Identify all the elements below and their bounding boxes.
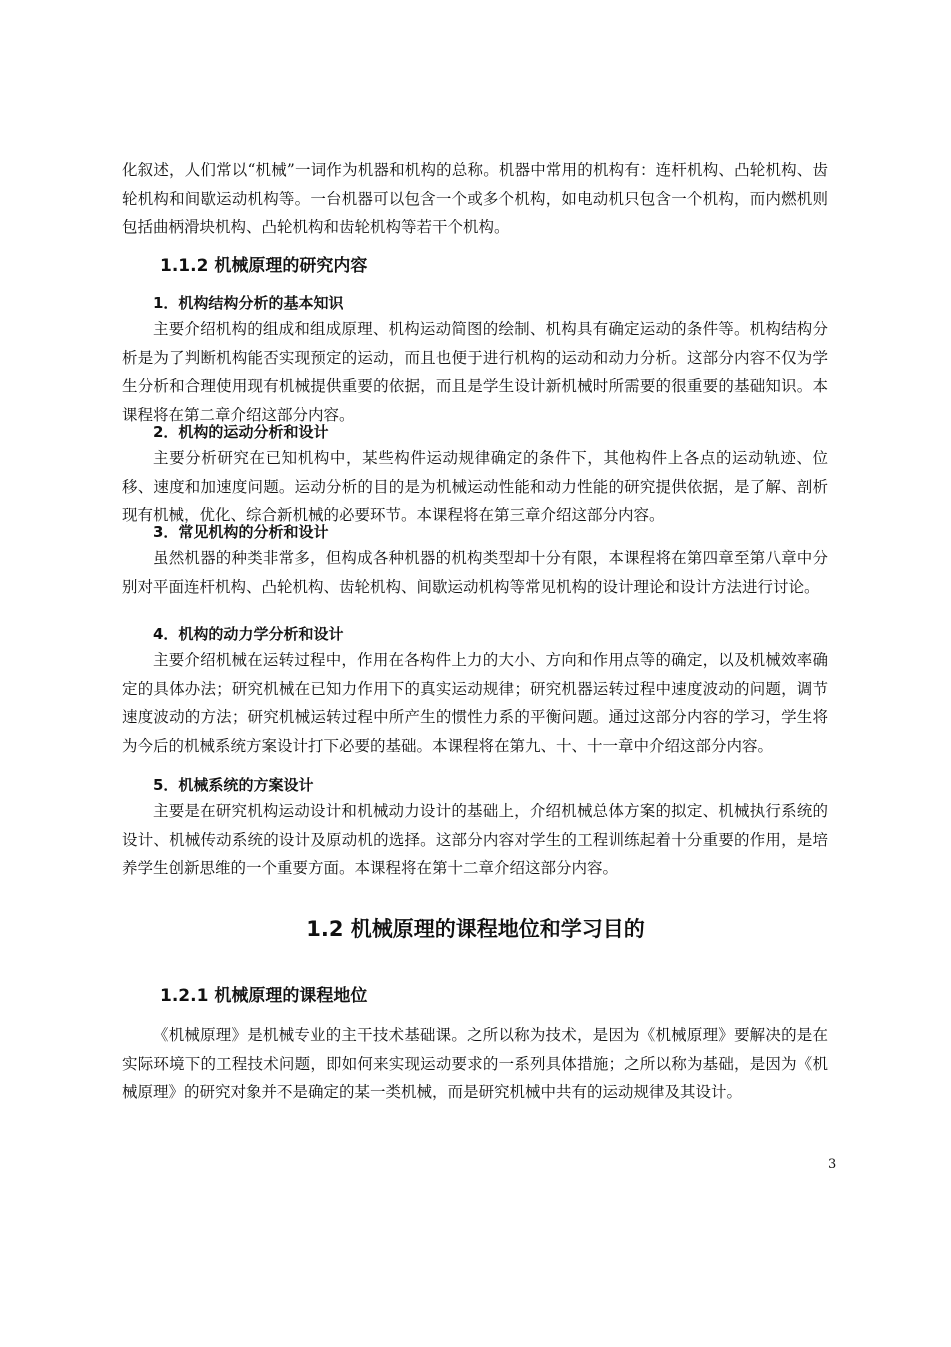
section-heading-1-2: 1.2 机械原理的课程地位和学习目的 [306,917,645,941]
item-text-1: 主要介绍机构的组成和组成原理、机构运动简图的绘制、机构具有确定运动的条件等。机构结构分析是为了判断机构能否实现预定的运动，而且也便于进行机构的运动和动力分析。这部分内容不仅为学生分析和合理使用现有机械提供重要的依据，而且是学生设计新机械时所需要的很重要的基础知识。本课程将在第二章介绍这部分内容。 [122,320,828,424]
item-text-5: 主要是在研究机构运动设计和机械动力设计的基础上，介绍机械总体方案的拟定、机械执行系统的设计、机械传动系统的设计及原动机的选择。这部分内容对学生的工程训练起着十分重要的作用，是培养学生创新思维的一个重要方面。本课程将在第十二章介绍这部分内容。 [122,802,828,877]
item-title-4: 4．机构的动力学分析和设计 [153,625,344,643]
section-heading-1-1-2: 1.1.2 机械原理的研究内容 [160,256,368,276]
item-text-3: 虽然机器的种类非常多，但构成各种机器的机构类型却十分有限，本课程将在第四章至第八章中分别对平面连杆机构、凸轮机构、齿轮机构、间歇运动机构等常见机构的设计理论和设计方法进行讨论。 [122,549,828,596]
intro-paragraph: 化叙述，人们常以“机械”一词作为机器和机构的总称。机器中常用的机构有：连杆机构、凸轮机构、齿轮机构和间歇运动机构等。一台机器可以包含一个或多个机构，如电动机只包含一个机构，而内燃机则包括曲柄滑块机构、凸轮机构和齿轮机构等若干个机构。 [122,161,828,236]
page-number: 3 [828,1157,837,1172]
item-text-4: 主要介绍机械在运转过程中，作用在各构件上力的大小、方向和作用点等的确定，以及机械效率确定的具体办法；研究机械在已知力作用下的真实运动规律；研究机器运转过程中速度波动的问题，调节速度波动的方法；研究机械运转过程中所产生的惯性力系的平衡问题。通过这部分内容的学习，学生将为今后的机械系统方案设计打下必要的基础。本课程将在第九、十、十一章中介绍这部分内容。 [122,651,828,755]
section-1-2-1-paragraph: 《机械原理》是机械专业的主干技术基础课。之所以称为技术，是因为《机械原理》要解决的是在实际环境下的工程技术问题，即如何来实现运动要求的一系列具体措施；之所以称为基础，是因为《机械原理》的研究对象并不是确定的某一类机械，而是研究机械中共有的运动规律及其设计。 [122,1026,828,1101]
item-title-2: 2．机构的运动分析和设计 [153,423,329,441]
item-title-3: 3．常见机构的分析和设计 [153,523,329,541]
item-title-5: 5．机械系统的方案设计 [153,776,314,794]
item-text-2: 主要分析研究在已知机构中，某些构件运动规律确定的条件下，其他构件上各点的运动轨迹、位移、速度和加速度问题。运动分析的目的是为机械运动性能和动力性能的研究提供依据，是了解、剖析现有机械，优化、综合新机械的必要环节。本课程将在第三章介绍这部分内容。 [122,449,828,524]
item-title-1: 1．机构结构分析的基本知识 [153,294,344,312]
section-heading-1-2-1: 1.2.1 机械原理的课程地位 [160,986,368,1006]
